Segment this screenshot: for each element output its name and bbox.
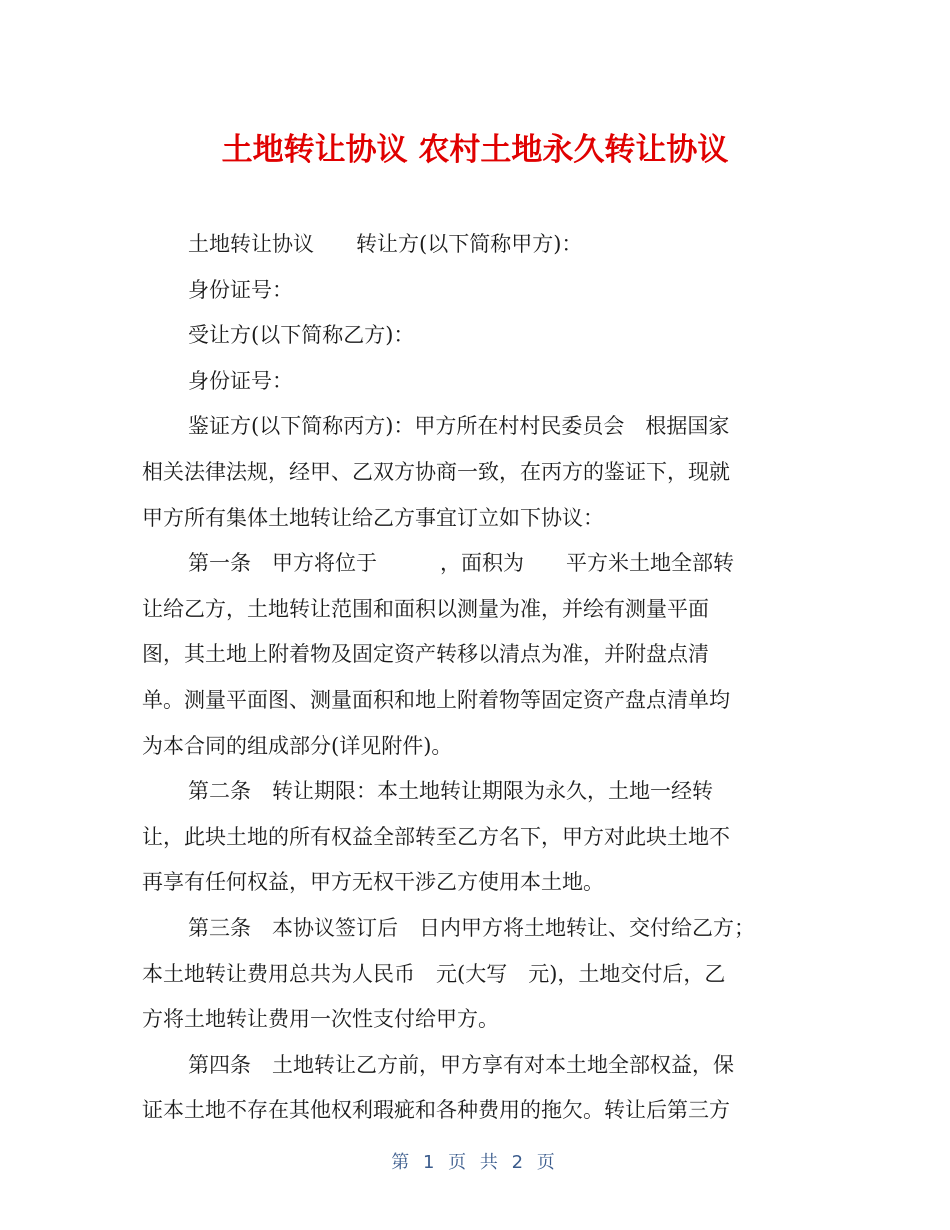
text-line: 让，此块土地的所有权益全部转至乙方名下，甲方对此块土地不 (142, 824, 730, 849)
document-body (142, 222, 802, 1134)
page-footer: 第 1 页 共 2 页 (391, 1152, 559, 1173)
text-line-witness: 鉴证方(以下简称丙方)：甲方所在村村民委员会 根据国家 (188, 414, 730, 439)
text-line: 方将土地转让费用一次性支付给甲方。 (142, 1007, 499, 1032)
document-title: 土地转让协议 农村土地永久转让协议 (221, 132, 729, 168)
text-line-id-number-a: 身份证号： (188, 277, 293, 302)
text-line-transferor: 土地转让协议 转让方(以下简称甲方)： (188, 232, 583, 256)
text-line: 单。测量平面图、测量面积和地上附着物等固定资产盘点清单均 (142, 687, 730, 712)
text-line: 甲方所有集体土地转让给乙方事宜订立如下协议： (142, 505, 604, 530)
article-1-start: 第一条 甲方将位于 ，面积为 平方米土地全部转 (188, 551, 734, 576)
text-line-id-number-b: 身份证号： (188, 368, 293, 393)
text-line: 相关法律法规，经甲、乙双方协商一致，在丙方的鉴证下，现就 (142, 459, 730, 484)
article-2-start: 第二条 转让期限：本土地转让期限为永久，土地一经转 (188, 779, 713, 804)
text-line: 证本土地不存在其他权利瑕疵和各种费用的拖欠。转让后第三方 (142, 1098, 730, 1123)
text-line-transferee: 受让方(以下简称乙方)： (188, 323, 415, 348)
text-line: 为本合同的组成部分(详见附件)。 (142, 733, 453, 758)
text-line: 本土地转让费用总共为人民币 元(大写 元)，土地交付后，乙 (142, 961, 726, 986)
text-line: 再享有任何权益，甲方无权干涉乙方使用本土地。 (142, 870, 604, 895)
article-3-start: 第三条 本协议签订后 日内甲方将土地转让、交付给乙方； (188, 915, 755, 940)
article-4-start: 第四条 土地转让乙方前，甲方享有对本土地全部权益，保 (188, 1052, 734, 1077)
text-line: 图，其土地上附着物及固定资产转移以清点为准，并附盘点清 (142, 642, 709, 667)
text-line: 让给乙方，土地转让范围和面积以测量为准，并绘有测量平面 (142, 596, 709, 621)
